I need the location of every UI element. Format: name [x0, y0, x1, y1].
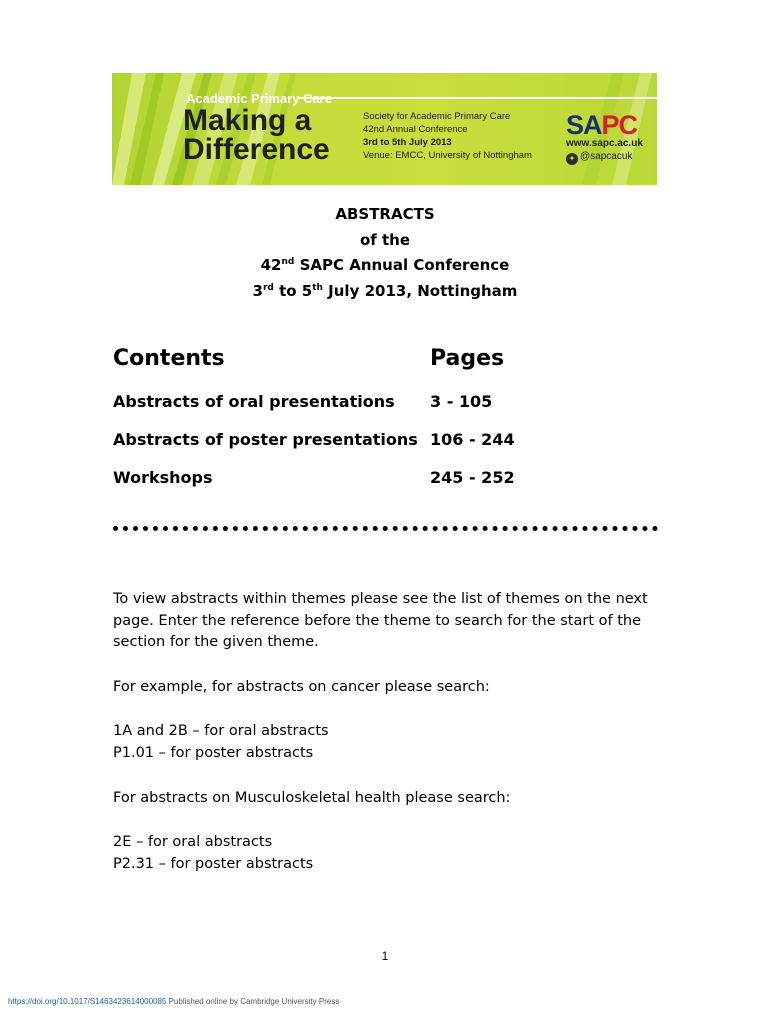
banner-url: www.sapc.ac.uk [566, 138, 643, 149]
banner-dates: 3rd to 5th July 2013 [363, 137, 452, 148]
document-title [0, 202, 770, 304]
msk-oral-ref: 2E – for oral abstracts [113, 834, 273, 850]
contents-row-workshops-label: Workshops [113, 468, 213, 487]
instructions-intro: To view abstracts within themes please see the list of themes on the next page. Enter the reference before the theme to search for the start of the section for the given theme. [113, 591, 648, 650]
title-date-end: to 5 [273, 281, 313, 300]
banner-title-line1: Making a [183, 104, 312, 137]
banner-conference: 42nd Annual Conference [363, 124, 468, 135]
contents-row-poster-pages: 106 - 244 [430, 430, 515, 449]
msk-poster-ref: P2.31 – for poster abstracts [113, 856, 314, 872]
example-msk-text: For abstracts on Musculoskeletal health please search: [113, 790, 511, 806]
title-date-end-suffix: th [312, 282, 323, 293]
banner-title-line2: Difference [183, 133, 330, 166]
cancer-poster-ref: P1.01 – for poster abstracts [113, 745, 314, 761]
title-date-place: July 2013, Nottingham [322, 281, 518, 300]
contents-row-oral-pages: 3 - 105 [430, 392, 493, 411]
footer [8, 997, 339, 1006]
page-number: 1 [381, 949, 389, 963]
pages-header: Pages [430, 346, 505, 371]
publisher-note: Published online by Cambridge University Press [166, 997, 340, 1006]
banner-society: Society for Academic Primary Care [363, 111, 511, 122]
sapc-logo [566, 110, 637, 141]
twitter-icon: ✦ [566, 153, 578, 165]
sapc-logo-sa: SA [566, 110, 602, 140]
title-line2: of the [359, 230, 411, 249]
title-date-start: 3 [252, 281, 263, 300]
dotted-divider [113, 526, 658, 531]
doi-link[interactable]: https://doi.org/10.1017/S1463423614000085 [8, 997, 167, 1006]
title-conference: SAPC Annual Conference [294, 256, 510, 274]
banner-twitter [566, 151, 632, 165]
contents-row-workshops-pages: 245 - 252 [430, 468, 515, 487]
banner-twitter-handle: @sapcacuk [580, 151, 633, 162]
title-ordinal-suffix: nd [281, 257, 295, 267]
cancer-oral-ref: 1A and 2B – for oral abstracts [113, 723, 329, 739]
title-line3 [0, 253, 770, 279]
contents-row-poster-label: Abstracts of poster presentations [113, 430, 418, 449]
title-ordinal: 42 [260, 256, 282, 274]
banner-venue: Venue: EMCC, University of Nottingham [363, 150, 532, 161]
contents-header: Contents [113, 346, 225, 371]
title-line1: ABSTRACTS [335, 205, 435, 223]
title-line4 [0, 279, 770, 305]
title-date-start-suffix: rd [262, 282, 274, 293]
banner-subtitle: Academic Primary Care [186, 91, 332, 106]
contents-row-oral-label: Abstracts of oral presentations [113, 392, 395, 411]
example-cancer-text: For example, for abstracts on cancer please search: [113, 679, 490, 695]
banner-white-rule [298, 97, 657, 99]
sapc-logo-pc: PC [601, 110, 638, 140]
